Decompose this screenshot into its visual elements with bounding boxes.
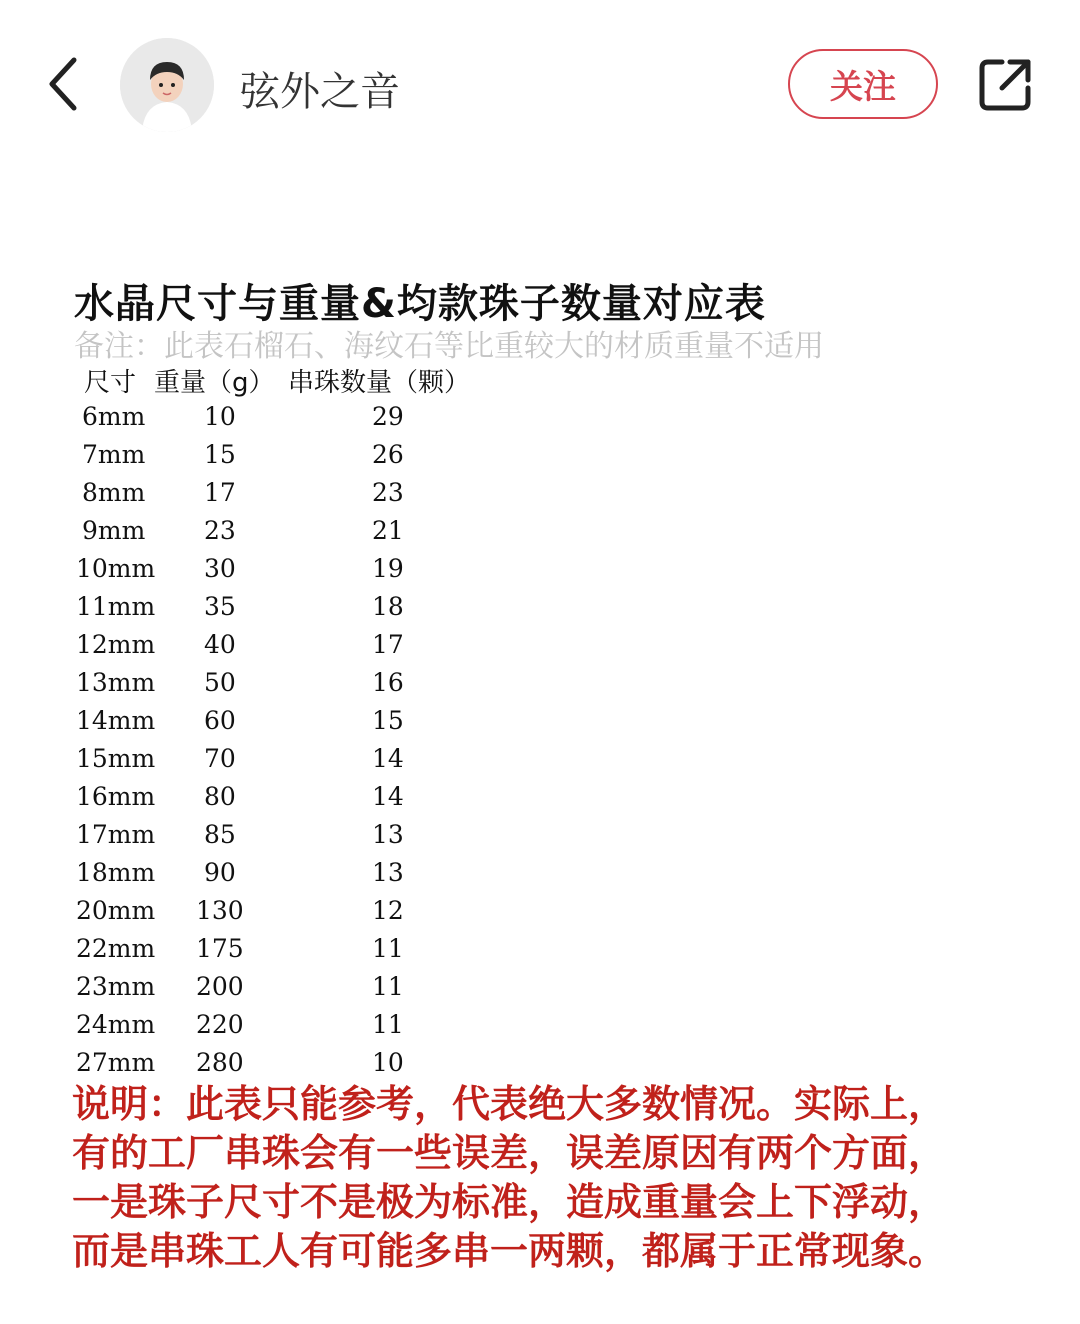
table-row (0, 778, 500, 816)
cell-size: 20mm (76, 896, 156, 925)
explanation-line: 说明：此表只能参考，代表绝大多数情况。实际上， (72, 1082, 947, 1126)
chevron-left-icon (40, 52, 90, 116)
cell-weight: 35 (204, 592, 236, 621)
column-header-weight: 重量（g） (154, 368, 275, 398)
cell-size: 13mm (76, 668, 156, 697)
column-header-size: 尺寸 (84, 368, 137, 398)
cell-size: 16mm (76, 782, 156, 811)
table-row (0, 740, 500, 778)
cell-size: 11mm (76, 592, 156, 621)
cell-count: 14 (372, 782, 404, 811)
top-bar (0, 0, 1080, 170)
cell-count: 11 (372, 1010, 404, 1039)
cell-weight: 17 (204, 478, 236, 507)
cell-weight: 200 (196, 972, 244, 1001)
cell-count: 12 (372, 896, 404, 925)
table-title: 水晶尺寸与重量&均款珠子数量对应表 (74, 281, 766, 327)
cell-count: 11 (372, 972, 404, 1001)
cell-weight: 90 (204, 858, 236, 887)
author-name[interactable]: 弦外之音 (240, 69, 400, 115)
cell-weight: 130 (196, 896, 244, 925)
table-row (0, 892, 500, 930)
cell-size: 6mm (82, 402, 146, 431)
table-row (0, 474, 500, 512)
cell-count: 29 (372, 402, 404, 431)
cell-weight: 23 (204, 516, 236, 545)
cell-weight: 60 (204, 706, 236, 735)
cell-count: 17 (372, 630, 404, 659)
cell-size: 9mm (82, 516, 146, 545)
cell-size: 14mm (76, 706, 156, 735)
cell-weight: 85 (204, 820, 236, 849)
cell-size: 17mm (76, 820, 156, 849)
table-row (0, 626, 500, 664)
table-row (0, 854, 500, 892)
cell-count: 19 (372, 554, 404, 583)
cell-weight: 15 (204, 440, 236, 469)
table-note: 备注：此表石榴石、海纹石等比重较大的材质重量不适用 (74, 329, 824, 364)
column-header-count: 串珠数量（颗） (288, 368, 471, 398)
explanation-line: 一是珠子尺寸不是极为标准，造成重量会上下浮动， (72, 1180, 947, 1224)
cell-size: 23mm (76, 972, 156, 1001)
cell-weight: 10 (204, 402, 236, 431)
explanation-text (72, 1080, 1052, 1276)
cell-weight: 30 (204, 554, 236, 583)
cell-size: 22mm (76, 934, 156, 963)
table-row (0, 436, 500, 474)
share-icon (976, 56, 1034, 114)
cell-weight: 220 (196, 1010, 244, 1039)
table-row (0, 398, 500, 436)
cell-size: 24mm (76, 1010, 156, 1039)
back-button[interactable] (40, 52, 90, 116)
cell-weight: 40 (204, 630, 236, 659)
table-row (0, 550, 500, 588)
cell-weight: 50 (204, 668, 236, 697)
table-row (0, 816, 500, 854)
cell-weight: 80 (204, 782, 236, 811)
cell-count: 13 (372, 820, 404, 849)
table-row (0, 1044, 500, 1082)
cell-size: 10mm (76, 554, 156, 583)
cell-count: 16 (372, 668, 404, 697)
cell-size: 7mm (82, 440, 146, 469)
table-row (0, 664, 500, 702)
cell-size: 12mm (76, 630, 156, 659)
cell-count: 13 (372, 858, 404, 887)
share-button[interactable] (976, 56, 1034, 114)
explanation-line: 有的工厂串珠会有一些误差，误差原因有两个方面， (72, 1131, 947, 1175)
cell-count: 10 (372, 1048, 404, 1077)
cell-size: 18mm (76, 858, 156, 887)
follow-button[interactable]: 关注 (788, 49, 938, 119)
explanation-line: 而是串珠工人有可能多串一两颗，都属于正常现象。 (72, 1229, 947, 1273)
avatar-cartoon-image (120, 38, 214, 132)
cell-count: 14 (372, 744, 404, 773)
table-row (0, 930, 500, 968)
table-row (0, 512, 500, 550)
table-row (0, 702, 500, 740)
table-row (0, 588, 500, 626)
avatar[interactable] (120, 38, 214, 132)
cell-count: 21 (372, 516, 404, 545)
cell-count: 11 (372, 934, 404, 963)
cell-count: 18 (372, 592, 404, 621)
cell-size: 27mm (76, 1048, 156, 1077)
cell-count: 15 (372, 706, 404, 735)
cell-weight: 70 (204, 744, 236, 773)
table-row (0, 1006, 500, 1044)
cell-size: 8mm (82, 478, 146, 507)
cell-size: 15mm (76, 744, 156, 773)
table-row (0, 968, 500, 1006)
cell-weight: 175 (196, 934, 244, 963)
cell-weight: 280 (196, 1048, 244, 1077)
cell-count: 26 (372, 440, 404, 469)
cell-count: 23 (372, 478, 404, 507)
